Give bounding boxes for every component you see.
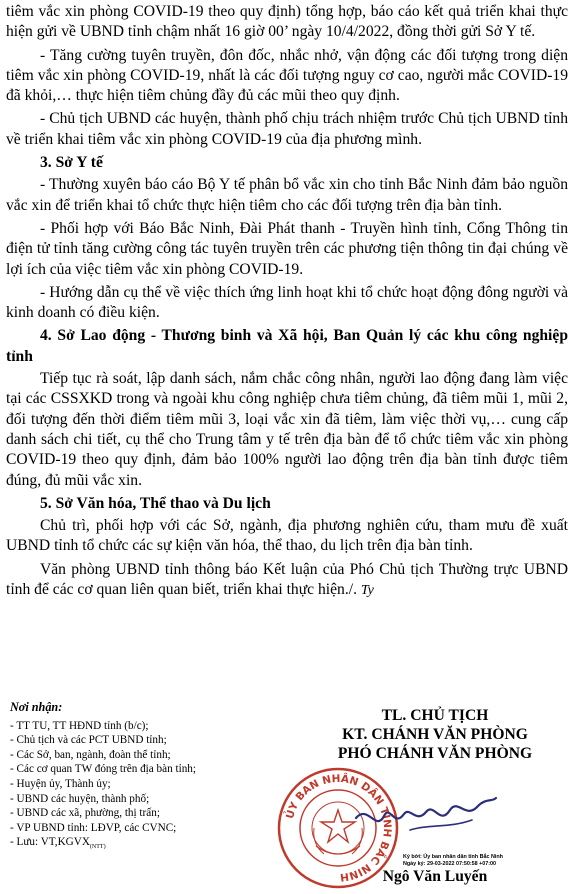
signer-name: Ngô Văn Luyến — [382, 868, 488, 885]
paragraph-guidance: - Hướng dẫn cụ thể về việc thích ứng linh hoạt khi tổ chức hoạt động đông người và kinh doanh có điều kiện. — [6, 283, 568, 322]
digital-signature-info — [403, 854, 573, 867]
handwritten-signature-icon — [350, 784, 500, 844]
paragraph-closing — [6, 560, 568, 602]
paragraph-responsibility: - Chủ tịch UBND các huyện, thành phố chịu trách nhiệm trước Chủ tịch UBND tỉnh về triển khai tiêm vắc xin phòng COVID-19 của địa phương mình. — [6, 110, 568, 148]
list-item: - UBND các xã, phường, thị trấn; — [10, 807, 160, 820]
list-item — [10, 835, 310, 855]
list-item: - TT TU, TT HĐND tỉnh (b/c); — [10, 719, 149, 732]
recipients-block — [10, 700, 310, 855]
document-footer — [0, 676, 576, 894]
digital-signature-date: Ngày ký: 29-03-2022 07:50:58 +07:00 — [403, 860, 497, 867]
section-heading-culture-dept: 5. Sở Văn hóa, Thể thao và Du lịch — [40, 494, 271, 512]
list-item: - Các Sở, ban, ngành, đoàn thể tỉnh; — [10, 748, 171, 761]
paragraph-workers: Tiếp tục rà soát, lập danh sách, nắm chắc công nhân, người lao động đang làm việc tại các CSSXKD trong và ngoài khu công nghiệp chưa tiêm chủng, đã tiêm mũi 1, mũi 2, đối tượng đến thời điểm tiêm mũi 3, loại vắc xin đã tiêm, làm việc thời vụ,… cung cấp danh sách chi tiết, cụ thể cho Trung tâm y tế trên địa bàn để tổ chức tiêm vắc xin phòng COVID-19 theo quy định, đảm bảo 100% người lao động trên địa bàn tỉnh được tiêm đúng, đủ mũi vắc xin. — [6, 370, 568, 489]
document-body — [6, 2, 568, 604]
seal-ring-text: ỦY BAN NHÂN DÂN TỈNH BẮC NINH — [283, 772, 394, 884]
signer-line-3: PHÓ CHÁNH VĂN PHÒNG — [337, 745, 533, 762]
list-item: - VP UBND tỉnh: LĐVP, các CVNC; — [10, 821, 177, 834]
list-item: - Chủ tịch và các PCT UBND tỉnh; — [10, 734, 167, 747]
recipients-title: Nơi nhận: — [10, 700, 63, 714]
list-item: - Huyện ủy, Thành ủy; — [10, 777, 111, 790]
section-heading-health-dept: 3. Sở Y tế — [40, 154, 103, 172]
paragraph-propaganda: - Tăng cường tuyên truyền, đôn đốc, nhắc nhở, vận động các đối tượng trong diện tiêm vắc xin phòng COVID-19, nhất là các đối tượng nguy cơ cao, người mắc COVID-19 đã khỏi,… thực hiện tiêm chủng đầy đủ các mũi theo quy định. — [6, 46, 568, 105]
paragraph-vaccine-report: - Thường xuyên báo cáo Bộ Y tế phân bổ vắc xin cho tỉnh Bắc Ninh đảm bảo nguồn vắc xin để triển khai tổ chức thực hiện tiêm cho các đối tượng trên địa bàn tỉnh. — [6, 176, 568, 214]
signer-line-1: TL. CHỦ TỊCH — [381, 707, 489, 724]
list-item: - UBND các huyện, thành phố; — [10, 792, 150, 805]
initial-mark: Ty — [360, 583, 374, 599]
digital-signature-signer: Ký bởi: Ủy ban nhân dân tỉnh Bắc Ninh — [403, 854, 503, 860]
recipients-list — [10, 719, 310, 856]
list-item: - Các cơ quan TW đóng trên địa bàn tỉnh; — [10, 763, 197, 776]
archive-text: - Lưu: VT,KGVX — [10, 836, 90, 849]
closing-text: Văn phòng UBND tỉnh thông báo Kết luận của Phó Chủ tịch Thường trực UBND tỉnh để các cơ quan liên quan biết, triển khai thực hiện./. — [6, 560, 568, 599]
signer-block — [300, 706, 570, 763]
archive-suffix: (NTT) — [89, 844, 106, 851]
signer-line-2: KT. CHÁNH VĂN PHÒNG — [342, 726, 528, 743]
paragraph-events: Chủ trì, phối hợp với các Sở, ngành, địa phương nghiên cứu, tham mưu đề xuất UBND tỉnh tổ chức các sự kiện văn hóa, thể thao, du lịch trên địa bàn tỉnh. — [6, 517, 568, 555]
paragraph-continuation: tiêm vắc xin phòng COVID-19 theo quy định) tổng hợp, báo cáo kết quả triển khai thực hiện gửi về UBND tỉnh chậm nhất 16 giờ 00’ ngày 10/4/2022, đồng thời gửi Sở Y tế. — [6, 3, 568, 41]
section-heading-labour-dept: 4. Sở Lao động - Thương binh và Xã hội, Ban Quản lý các khu công nghiệp tỉnh — [6, 327, 568, 365]
paragraph-media: - Phối hợp với Báo Bắc Ninh, Đài Phát thanh - Truyền hình tỉnh, Cổng Thông tin điện tử tỉnh tăng cường công tác tuyên truyền trên các phương tiện thông tin đại chúng về lợi ích của việc tiêm vắc xin phòng COVID-19. — [6, 219, 568, 278]
